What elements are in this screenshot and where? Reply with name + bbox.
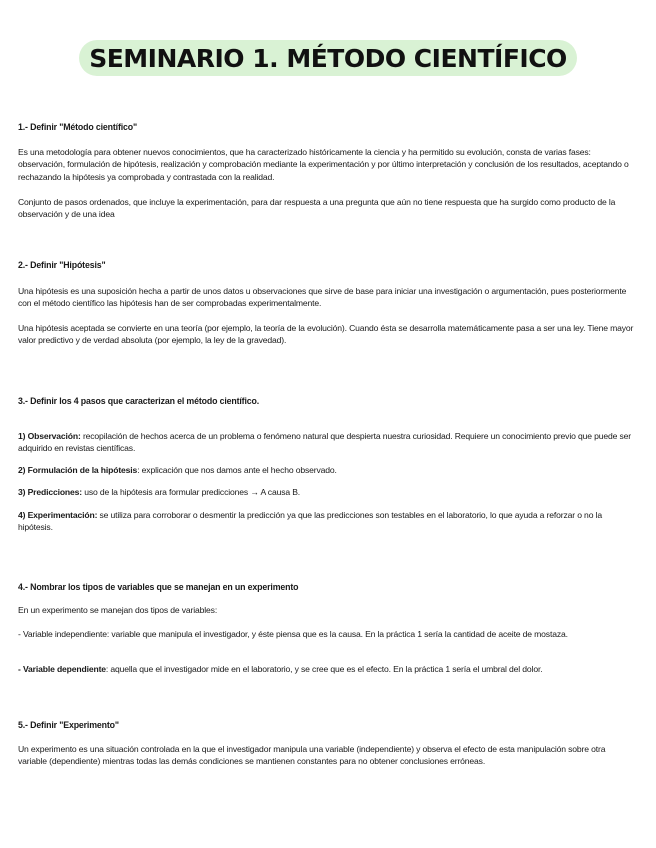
title-area [0, 40, 656, 76]
step-text: se utiliza para corroborar o desmentir la predicción ya que las predicciones son testables en el laboratorio, lo que ayuda a reforzar o no la hipótesis. [18, 510, 602, 533]
step-label: 1) Observación: [18, 431, 81, 441]
variable-dependiente-label: - Variable dependiente [18, 664, 106, 674]
step-experimentacion [18, 509, 636, 534]
step-label: 2) Formulación de la hipótesis [18, 465, 138, 475]
section-1-paragraph-2: Conjunto de pasos ordenados, que incluye la experimentación, para dar respuesta a una pregunta que aún no tiene respuesta que ha surgido como producto de la observación y de una idea [18, 197, 616, 220]
variable-dependiente-text: : aquella que el investigador mide en el laboratorio, y se cree que es el efecto. En la práctica 1 sería el umbral del dolor. [105, 664, 543, 674]
section-5-paragraph-1: Un experimento es una situación controlada en la que el investigador manipula una variable (independiente) y observa el efecto de esta manipulación sobre otra variable (dependiente) mientras todas las demás condiciones se mantienen constantes para no obtener conclusiones erróneas. [18, 744, 606, 767]
section-4-heading: 4.- Nombrar los tipos de variables que se manejan en un experimento [18, 582, 299, 592]
section-5-heading: 5.- Definir "Experimento" [18, 720, 119, 730]
section-3-heading: 3.- Definir los 4 pasos que caracterizan el método científico. [18, 396, 259, 406]
section-1-heading: 1.- Definir "Método científico" [18, 122, 138, 132]
section-2-paragraph-2: Una hipótesis aceptada se convierte en una teoría (por ejemplo, la teoría de la evolución). Cuando ésta se desarrolla matemáticamente pasa a ser una ley. Tiene mayor valor predictivo y de verdad absoluta (por ejemplo, la ley de la gravedad). [18, 323, 634, 346]
step-observacion [18, 430, 636, 455]
variable-independiente: - Variable independiente: variable que manipula el investigador, y éste piensa que es la causa. En la práctica 1 sería la cantidad de aceite de mostaza. [18, 629, 568, 639]
section-4-intro: En un experimento se manejan dos tipos de variables: [18, 605, 218, 615]
step-text: uso de la hipótesis ara formular predicciones → A causa B. [82, 487, 301, 497]
step-text: : explicación que nos damos ante el hecho observado. [137, 465, 337, 475]
section-1-paragraph-1: Es una metodología para obtener nuevos conocimientos, que ha caracterizado históricamente la ciencia y ha permitido su evolución, consta de varias fases: observación, formulación de hipótesis, realización y comprobación mediante la experimentación y por último interpretación y conclusión de los resultados, aceptando o rechazando la hipótesis ya comprobada y contrastada con la realidad. [18, 147, 629, 182]
step-formulacion [18, 464, 636, 476]
page-title: SEMINARIO 1. MÉTODO CIENTÍFICO [79, 40, 577, 76]
step-text: recopilación de hechos acerca de un problema o fenómeno natural que despierta nuestra curiosidad. Requiere un conocimiento previo que puede ser adquirido en revistas científicas. [18, 431, 631, 454]
step-predicciones [18, 486, 636, 498]
section-2-paragraph-1: Una hipótesis es una suposición hecha a partir de unos datos u observaciones que sirve de base para iniciar una investigación o argumentación, pues posteriormente con el método científico las hipótesis han de ser comprobadas experimentalmente. [18, 286, 627, 309]
step-label: 4) Experimentación: [18, 510, 98, 520]
variable-dependiente [18, 663, 636, 675]
section-2-heading: 2.- Definir "Hipótesis" [18, 260, 106, 270]
step-label: 3) Predicciones: [18, 487, 82, 497]
